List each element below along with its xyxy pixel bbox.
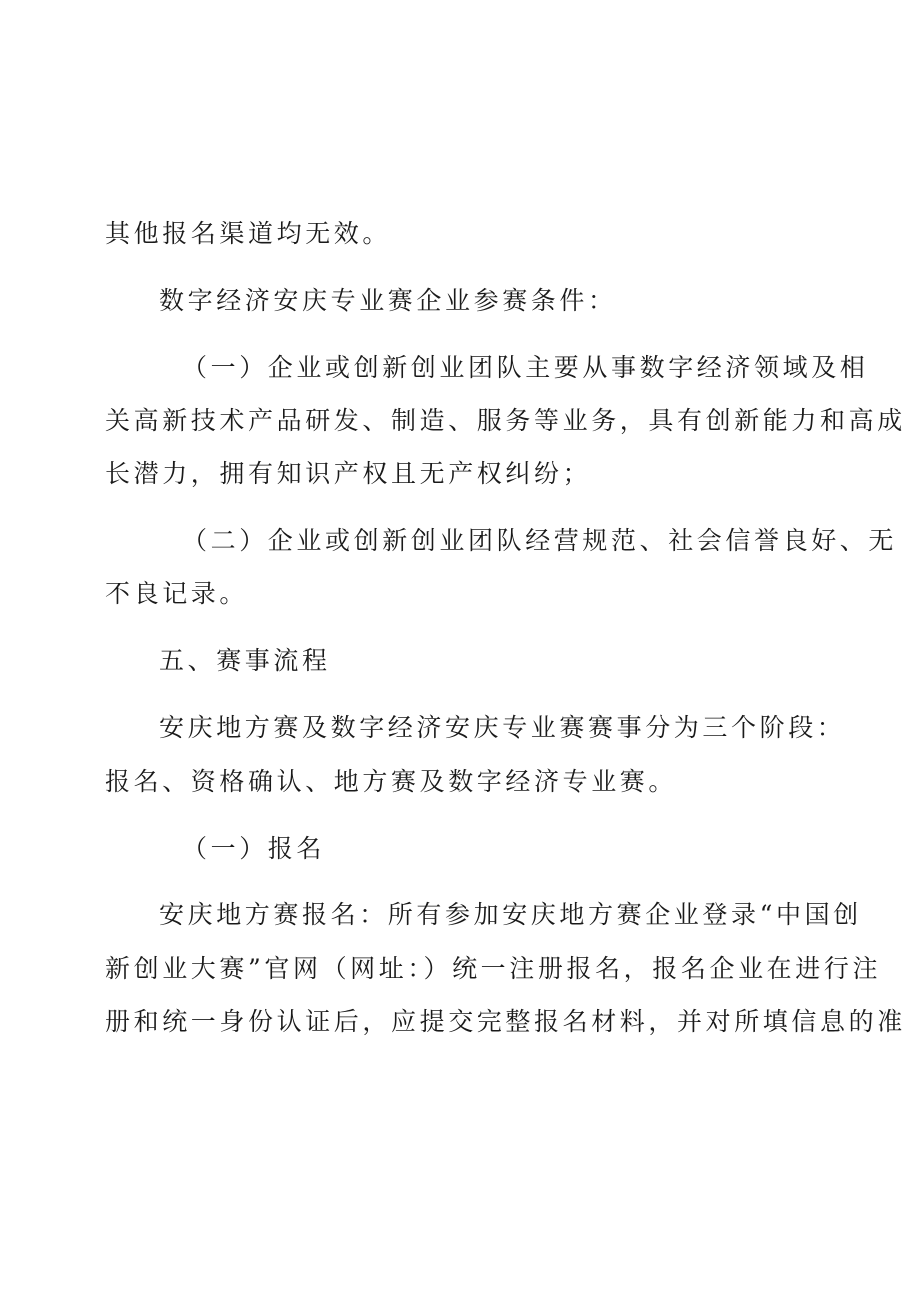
text-line: 新创业大赛”官网（网址：）统一注册报名，报名企业在进行注 [105, 954, 882, 983]
section-heading: 五、赛事流程 [159, 646, 331, 675]
text-line: 册和统一身份认证后，应提交完整报名材料，并对所填信息的准 [105, 1007, 906, 1036]
subsection-heading: （一）报名 [182, 834, 326, 863]
paragraph-start: （二）企业或创新创业团队经营规范、社会信誉良好、无 [182, 526, 898, 555]
text-line: 不良记录。 [105, 579, 249, 608]
text-line: 其他报名渠道均无效。 [105, 219, 392, 248]
paragraph-start: 安庆地方赛报名：所有参加安庆地方赛企业登录“中国创 [159, 900, 862, 929]
paragraph-start: （一）企业或创新创业团队主要从事数字经济领域及相 [182, 353, 869, 382]
text-line: 长潜力，拥有知识产权且无产权纠纷； [105, 459, 592, 488]
paragraph-start: 安庆地方赛及数字经济安庆专业赛赛事分为三个阶段： [159, 713, 846, 742]
text-line: 关高新技术产品研发、制造、服务等业务，具有创新能力和高成 [105, 406, 906, 435]
paragraph-start: 数字经济安庆专业赛企业参赛条件： [159, 286, 617, 315]
text-line: 报名、资格确认、地方赛及数字经济专业赛。 [105, 767, 678, 796]
